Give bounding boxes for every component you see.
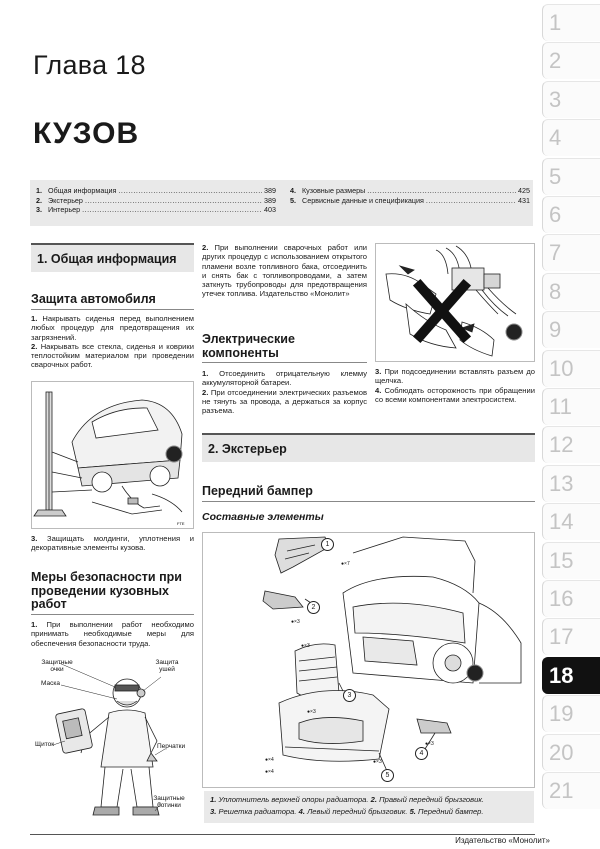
fastener-label: ●×3 [307, 709, 316, 715]
chapter-tab-20[interactable]: 20 [542, 734, 600, 771]
section-title: КУЗОВ [33, 117, 140, 150]
connector-figure [375, 243, 535, 362]
chapter-tab-19[interactable]: 19 [542, 695, 600, 732]
toc-entry[interactable]: 1. Общая информация ..... 389 [36, 186, 276, 196]
chapter-tab-15[interactable]: 15 [542, 542, 600, 579]
toc-right-column [290, 186, 530, 205]
fastener-label: ●×7 [341, 561, 350, 567]
connector-illustration [376, 244, 535, 362]
chapter-tab-5[interactable]: 5 [542, 158, 600, 195]
chapter-tab-3[interactable]: 3 [542, 81, 600, 118]
toc-entry[interactable]: 3. Интерьер ..... 403 [36, 205, 276, 215]
fastener-label: ●×3 [425, 741, 434, 747]
label-mask: Маска [41, 680, 60, 687]
fastener-label: ●×4 [265, 769, 274, 775]
chapter-tab-10[interactable]: 10 [542, 350, 600, 387]
label-gloves: Перчатки [157, 743, 186, 750]
callout-4: 4 [415, 747, 428, 760]
chapter-tab-17[interactable]: 17 [542, 618, 600, 655]
toc-entry[interactable]: 4. Кузовные размеры ..... 425 [290, 186, 530, 196]
paragraph: 4. Соблюдать осторожность при обращении со всеми компонентами электросистем. [375, 385, 535, 404]
toc-left-column [36, 186, 276, 215]
vehicle-protection-figure [31, 381, 194, 529]
callout-3: 3 [343, 689, 356, 702]
table-of-contents [30, 180, 533, 226]
paragraph: 1. Отсоединить отрицательную клемму аккумуляторной батареи. [202, 369, 367, 388]
chapter-tab-9[interactable]: 9 [542, 311, 600, 348]
car-on-frame-illustration [32, 382, 194, 529]
callout-5: 5 [381, 769, 394, 782]
front-bumper-heading: Передний бампер [202, 485, 535, 502]
section-general-heading: 1. Общая информация [31, 243, 194, 272]
chapter-tab-13[interactable]: 13 [542, 465, 600, 502]
label-boots: Защитные ботинки [153, 795, 185, 809]
chapter-tab-4[interactable]: 4 [542, 119, 600, 156]
toc-entry[interactable]: 2. Экстерьер ..... 389 [36, 196, 276, 206]
bumper-exploded-figure [202, 532, 535, 788]
fastener-label: ●×3 [291, 619, 300, 625]
chapter-tab-1[interactable]: 1 [542, 4, 600, 41]
chapter-tab-18[interactable]: 18 [542, 657, 600, 694]
label-ears: Защита ушей [155, 659, 179, 673]
chapter-tab-6[interactable]: 6 [542, 196, 600, 233]
paragraph: 1. При выполнении работ необходимо принимать необходимые меры для обеспечения безопасности труда. [31, 620, 194, 648]
section-exterior-heading: 2. Экстерьер [202, 433, 535, 462]
svg-text:FTE: FTE [177, 521, 185, 526]
paragraph: 1. Накрывать сиденья перед выполнением любых процедур для предотвращения их загрязнений. [31, 314, 194, 342]
figure-caption: 1. Уплотнитель верхней опоры радиатора. 2. Правый передний брызговик. 3. Решетка радиатора. 4. Левый передний брызговик. 5. Передний бампер. [204, 791, 534, 823]
safety-heading: Меры безопасности при проведении кузовных работ [31, 571, 194, 615]
fastener-label: ●×4 [265, 757, 274, 763]
paragraph: 3. Защищать молдинги, уплотнения и декоративные элементы кузова. [31, 534, 194, 553]
label-glasses: Защитные очки [41, 659, 73, 673]
paragraph: 2. При выполнении сварочных работ или других процедур с использованием открытого пламени возле топливного бака, отсоединить и снять бак с топливопроводами, а затем заткнуть трубопроводы для предотвращения утечек топлива. Издательство «Монолит» [202, 243, 367, 299]
publisher-footer: Издательство «Монолит» [455, 836, 550, 845]
chapter-tab-12[interactable]: 12 [542, 426, 600, 463]
label-shield: Щиток [35, 741, 55, 748]
chapter-tab-8[interactable]: 8 [542, 273, 600, 310]
protect-heading: Защита автомобиля [31, 293, 194, 310]
fastener-label: ●×3 [373, 759, 382, 765]
paragraph: 2. Накрывать все стекла, сиденья и коврики теплостойким материалом при проведении сварочных работ. [31, 341, 194, 370]
callout-2: 2 [307, 601, 320, 614]
paragraph: 3. При подсоединении вставлять разъем до щелчка. [375, 367, 535, 386]
components-heading: Составные элементы [202, 511, 324, 523]
chapter-tab-21[interactable]: 21 [542, 772, 600, 809]
chapter-tab-16[interactable]: 16 [542, 580, 600, 617]
fastener-label: ●×3 [301, 643, 310, 649]
chapter-tab-11[interactable]: 11 [542, 388, 600, 425]
chapter-title: Глава 18 [33, 50, 146, 80]
chapter-tab-7[interactable]: 7 [542, 234, 600, 271]
footer-divider [30, 834, 535, 835]
chapter-tab-2[interactable]: 2 [542, 42, 600, 79]
paragraph: 2. При отсоединении электрических разъемов не тянуть за провода, а держаться за корпус разъема. [202, 387, 367, 416]
safety-gear-figure [31, 657, 194, 825]
toc-entry[interactable]: 5. Сервисные данные и спецификация ..... 431 [290, 196, 530, 206]
bumper-exploded-illustration [203, 533, 535, 788]
chapter-tabs [542, 0, 600, 849]
callout-1: 1 [321, 538, 334, 551]
electrical-heading: Электрические компоненты [202, 333, 367, 363]
chapter-tab-14[interactable]: 14 [542, 503, 600, 540]
